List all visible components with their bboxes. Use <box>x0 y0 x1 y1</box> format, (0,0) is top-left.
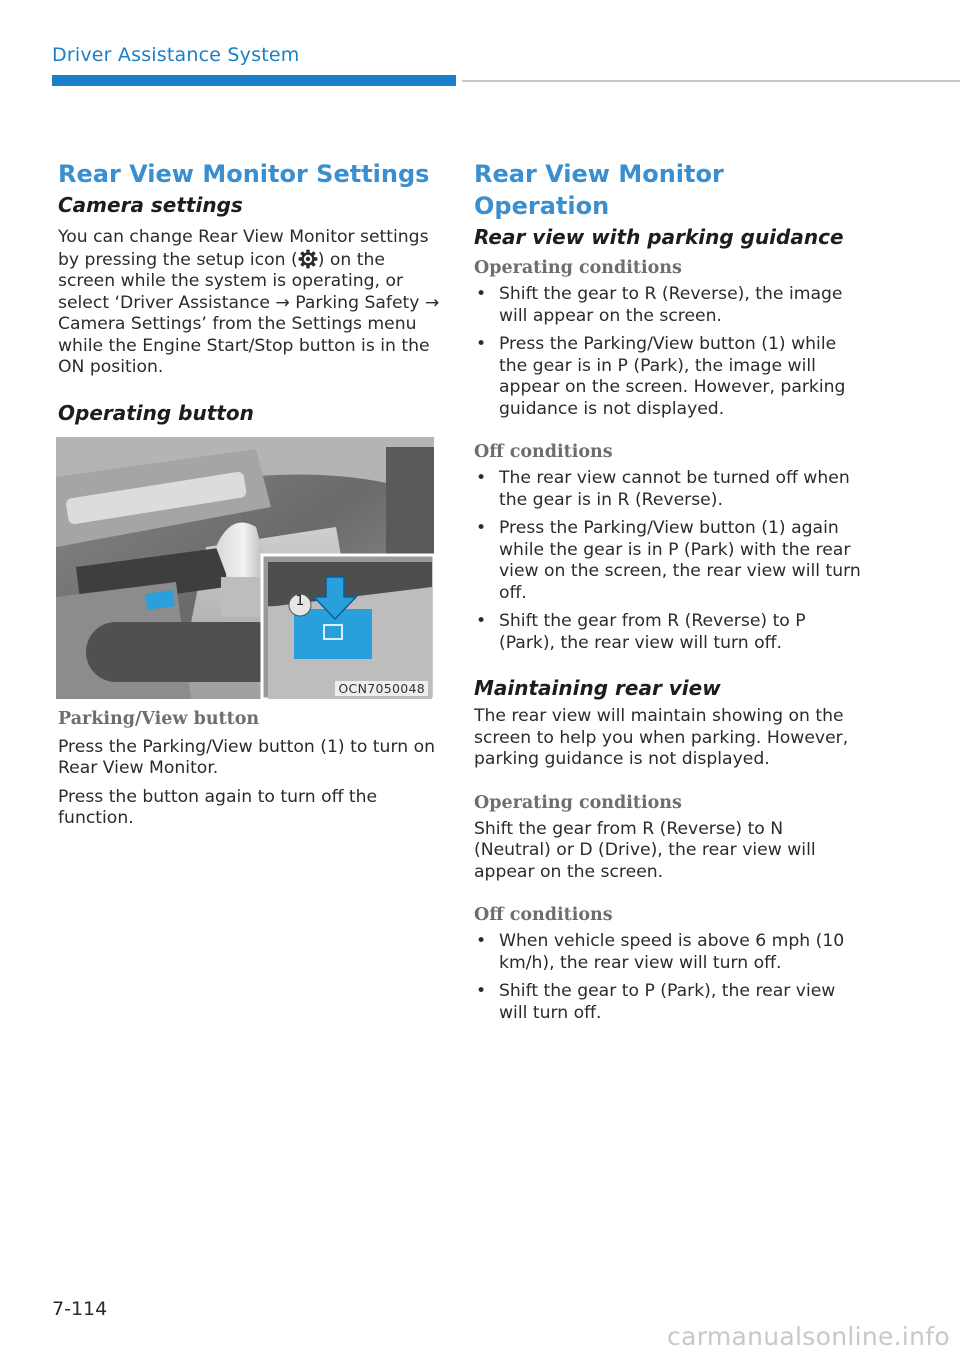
guidance-operating-label: Operating conditions <box>474 258 682 278</box>
figure-code: OCN7050048 <box>335 681 428 696</box>
guidance-off-label: Off conditions <box>474 442 613 462</box>
camera-text-part1: You can change Rear View Monitor settings by pressing the setup icon ( <box>58 227 429 270</box>
header-accent-bar <box>52 75 456 86</box>
console-illustration <box>56 437 434 699</box>
list-item: • Press the Parking/View button (1) while the gear is in P (Park), the image will appear on the screen. However, parking guidance is not displayed. <box>474 334 864 420</box>
operation-section-title: Rear View Monitor Operation <box>474 160 724 220</box>
maintaining-off-label: Off conditions <box>474 905 613 925</box>
guidance-heading: Rear view with parking guidance <box>474 225 844 249</box>
watermark: carmanualsonline.info <box>667 1322 950 1351</box>
maintaining-operating-label: Operating conditions <box>474 792 682 813</box>
list-item: • Press the Parking/View button (1) again while the gear is in P (Park) with the rear view on the screen, the rear view will turn off. <box>474 518 864 604</box>
maintaining-operating-text: Shift the gear from R (Reverse) to N (Neutral) or D (Drive), the rear view will appear on the screen. <box>474 818 816 882</box>
maintaining-off-list <box>474 931 864 1024</box>
list-item: • Shift the gear to P (Park), the rear view will turn off. <box>474 981 864 1024</box>
parking-view-text-1: Press the Parking/View button (1) to turn on Rear View Monitor. <box>58 736 435 778</box>
parking-view-heading: Parking/View button <box>58 708 260 729</box>
camera-settings-heading: Camera settings <box>58 193 243 217</box>
list-item: • When vehicle speed is above 6 mph (10 km/h), the rear view will turn off. <box>474 931 864 974</box>
settings-section-title: Rear View Monitor Settings <box>58 160 430 188</box>
guidance-operating-list <box>474 284 864 420</box>
right-column <box>474 158 864 1024</box>
console-figure <box>56 437 434 699</box>
parking-view-text-2: Press the button again to turn off the function. <box>58 786 378 828</box>
maintaining-heading: Maintaining rear view <box>474 676 721 700</box>
list-item: • The rear view cannot be turned off when the gear is in R (Reverse). <box>474 468 864 511</box>
guidance-off-list <box>474 468 864 654</box>
header-divider-line <box>462 80 960 82</box>
list-item: • Shift the gear from R (Reverse) to P (Park), the rear view will turn off. <box>474 611 864 654</box>
operating-button-heading: Operating button <box>58 400 254 425</box>
camera-settings-text <box>58 227 440 379</box>
gear-icon <box>298 249 318 269</box>
list-item: • Shift the gear to R (Reverse), the image will appear on the screen. <box>474 284 864 327</box>
section-header-title: Driver Assistance System <box>52 44 300 66</box>
callout-number-label: 1 <box>295 592 305 609</box>
page-number: 7-114 <box>52 1298 108 1320</box>
maintaining-text: The rear view will maintain showing on the screen to help you when parking. However, parking guidance is not displayed. <box>474 706 849 769</box>
camera-text-part2: ) on the screen while the system is operating, or select ‘Driver Assistance → Parking Safety → Camera Settings’ from the Settings menu while the Engine Start/Stop button is in the ON position. <box>58 249 440 377</box>
left-column <box>58 158 440 830</box>
